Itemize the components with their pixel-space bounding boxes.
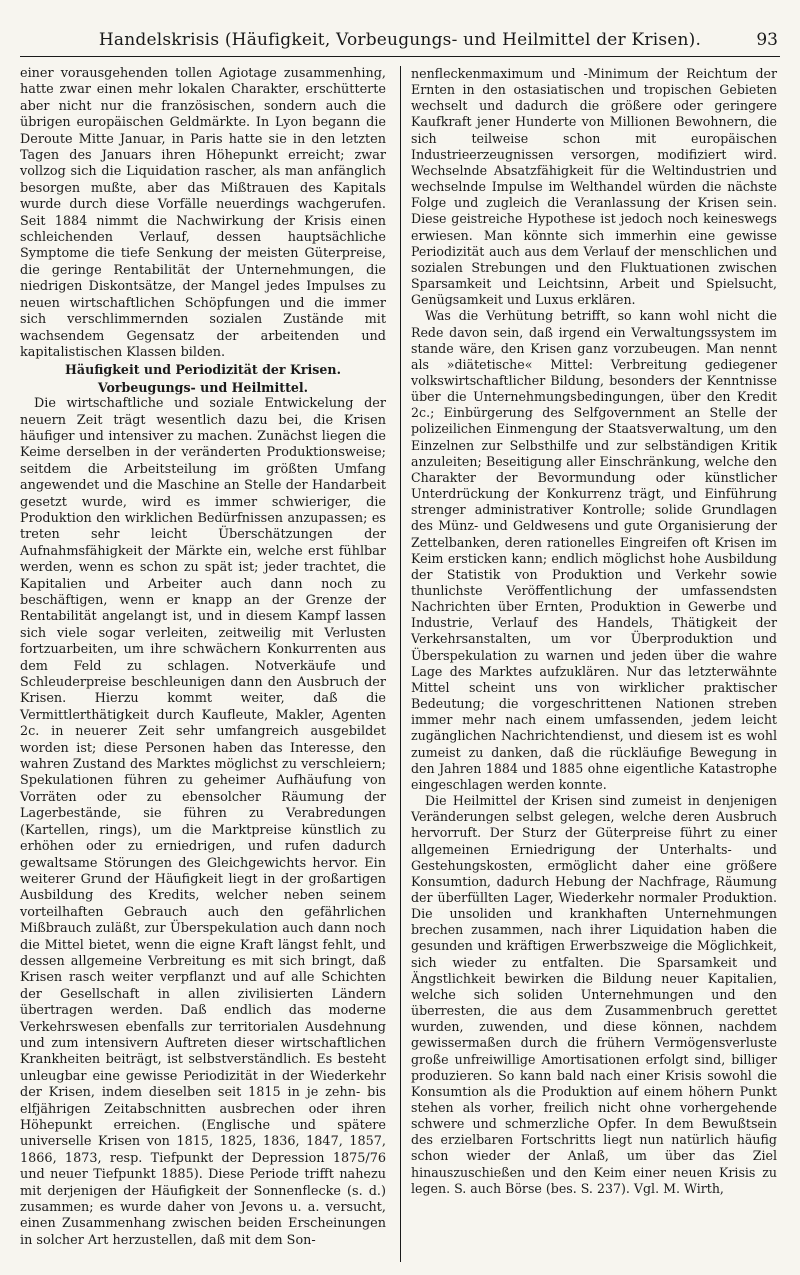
left-column xyxy=(20,66,386,1249)
right-column xyxy=(411,66,777,1197)
paragraph-continued: einer vorausgehenden tollen Agiotage zusammenhing, hatte zwar einen mehr lokalen Charakter, erschütterte aber nicht nur die französischen, sondern auch die übrigen europäischen Geldmärkte. In Lyon begann die Deroute Mitte Januar, in Paris hatte sie in den letzten Tagen des Januars ihren Höhepunkt erreicht; zwar vollzog sich die Liquidation rascher, als man anfänglich besorgen mußte, aber das Mißtrauen des Kapitals wurde durch diese Vorfälle neuerdings wachgerufen. Seit 1884 nimmt die Nachwirkung der Krisis einen schleichenden Verlauf, dessen hauptsächliche Symptome die tiefe Senkung der meisten Güterpreise, die geringe Rentabilität der Unternehmungen, die niedrigen Diskontsätze, der Mangel jedes Impulses zu neuen wirtschaftlichen Schöpfungen und die immer sich verschlimmernden sozialen Zustände mit wachsendem Gegensatz der arbeitenden und kapitalistischen Klassen bilden. xyxy=(20,66,386,360)
running-title: Handelskrisis (Häufigkeit, Vorbeugungs- und Heilmittel der Krisen). xyxy=(98,30,702,50)
section-heading: Häufigkeit und Periodizität der Krisen. Vorbeugungs- und Heilmittel. xyxy=(65,362,341,395)
paragraph-development: Die wirtschaftliche und soziale Entwickelung der neuern Zeit trägt wesentlich dazu bei, die Krisen häufiger und intensiver zu machen. Zunächst liegen die Keime derselben in der veränderten Produktionsweise; seitdem die Arbeitsteilung im größten Umfang angewendet und die Maschine an Stelle der Handarbeit gesetzt wurde, wird es immer schwieriger, die Produktion den wirklichen Bedürfnissen anzupassen; es treten sehr leicht Überschätzungen der Aufnahmsfähigkeit der Märkte ein, welche erst fühlbar werden, wenn es schon zu spät ist; jeder trachtet, die Kapitalien und Arbeiter auch dann noch zu beschäftigen, wenn er knapp an der Grenze der Rentabilität angelangt ist, und in diesem Kampf lassen sich viele sogar verleiten, zeitweilig mit Verlusten fortzuarbeiten, um ihre schwächern Konkurrenten aus dem Feld zu schlagen. Notverkäufe und Schleuderpreise beschleunigen dann den Ausbruch der Krisen. Hierzu kommt weiter, daß die Vermittlerthätigkeit durch Kaufleute, Makler, Agenten 2c. in neuerer Zeit sehr umfangreich ausgebildet worden ist; diese Personen haben das Interesse, den wahren Zustand des Marktes möglichst zu verschleiern; Spekulationen führen zu geheimer Aufhäufung von Vorräten oder zu ebensolcher Räumung der Lagerbestände, sie führen zu Verabredungen (Kartellen, rings), um die Marktpreise künstlich zu erhöhen oder zu erniedrigen, und rufen dadurch gewaltsame Störungen des Gleichgewichts hervor. Ein weiterer Grund der Häufigkeit liegt in der großartigen Ausbildung des Kredits, welcher neben seinem vorteilhaften Gebrauch auch den gefährlichen Mißbrauch zuläßt, zur Überspekulation auch dann noch die Mittel bietet, wenn die eigne Kraft längst fehlt, und dessen allgemeine Verbreitung es mit sich bringt, daß Krisen rasch weiter verpflanzt und auf alle Schichten der Gesellschaft in allen zivilisierten Ländern übertragen werden. Daß endlich das moderne Verkehrswesen ebenfalls zur territorialen Ausdehnung und zum intensivern Auftreten dieser wirtschaftlichen Krankheiten beiträgt, ist selbstverständlich. Es besteht unleugbar eine gewisse Periodizität in der Wiederkehr der Krisen, indem dieselben seit 1815 in je zehn- bis elfjährigen Zeitabschnitten ausbrechen oder ihren Höhepunkt erreichen. (Englische und spätere universelle Krisen von 1815, 1825, 1836, 1847, 1857, 1866, 1873, resp. Tiefpunkt der Depression 1875/76 und neuer Tiefpunkt 1885). Diese Periode trifft nahezu mit derjenigen der Häufigkeit der Sonnenflecke (s. d.) zusammen; es wurde daher von Jevons u. a. versucht, einen Zusammenhang zwischen beiden Erscheinungen in solcher Art herzustellen, daß mit dem Son- xyxy=(20,396,386,1248)
paragraph-prevention: Was die Verhütung betrifft, so kann wohl nicht die Rede davon sein, daß irgend ein Verwaltungssystem im stande wäre, den Krisen ganz vorzubeugen. Man nennt als »diätetische« Mittel: Verbreitung gediegener volkswirtschaftlicher Bildung, besonders der Kenntnisse über die Unternehmungsbedingungen, über den Kredit 2c.; Einbürgerung des Selfgovernment an Stelle der polizeilichen Einmengung der Staatsverwaltung, um den Einzelnen zur Selbsthilfe und zur selbständigen Kritik anzuleiten; Beseitigung aller Einschränkung, welche den Charakter der Bevormundung oder künstlicher Unterdrückung der Konkurrenz trägt, und Einführung strenger administrativer Kontrolle; solide Grundlagen des Münz- und Geldwesens und gute Organisierung der Zettelbanken, deren rationelles Eingreifen oft Krisen im Keim ersticken kann; endlich möglichst hohe Ausbildung der Statistik von Produktion und Verkehr sowie thunlichste Veröffentlichung der umfassendsten Nachrichten über Ernten, Produktion in Gewerbe und Industrie, Verlauf des Handels, Thätigkeit der Verkehrsanstalten, um vor Überproduktion und Überspekulation zu warnen und jeden über die wahre Lage des Marktes aufzuklären. Nur das letzterwähnte Mittel scheint uns von wirklicher praktischer Bedeutung; die vorgeschrittenen Nationen streben immer mehr nach einem umfassenden, jedem leicht zugänglichen Nachrichtendienst, und diesem ist es wohl zumeist zu danken, daß die rückläufige Bewegung in den Jahren 1884 und 1885 ohne eigentliche Katastrophe eingeschlagen werden konnte. xyxy=(411,308,777,792)
paragraph-sunspots: nenfleckenmaximum und -Minimum der Reichtum der Ernten in den ostasiatischen und tropischen Gebieten wechselt und dadurch die größere oder geringere Kaufkraft jener Hunderte von Millionen Bewohnern, die sich teilweise schon mit europäischen Industrieerzeugnissen versorgen, modifiziert wird. Wechselnde Absatzfähigkeit für die Weltindustrien und wechselnde Impulse im Welthandel würden die nächste Folge und zugleich die Veranlassung der Krisen sein. Diese geistreiche Hypothese ist jedoch noch keineswegs erwiesen. Man könnte sich immerhin eine gewisse Periodizität auch aus dem Verlauf der menschlichen und sozialen Strebungen und den Fluktuationen zwischen Sparsamkeit und Leichtsinn, Arbeit und Spielsucht, Genügsamkeit und Luxus erklären. xyxy=(411,66,777,308)
paragraph-remedies: Die Heilmittel der Krisen sind zumeist in denjenigen Veränderungen selbst gelegen, welche deren Ausbruch hervorruft. Der Sturz der Güterpreise führt zu einer allgemeinen Erniedrigung der Unterhalts- und Gestehungskosten, ermöglicht daher eine größere Konsumtion, dadurch Hebung der Nachfrage, Räumung der überfüllten Lager, Wiederkehr normaler Produktion. Die unsoliden und krankhaften Unternehmungen brechen zusammen, nach ihrer Liquidation haben die gesunden und kräftigen Erwerbszweige die Möglichkeit, sich wieder zu entfalten. Die Sparsamkeit und Ängstlichkeit bewirken die Bildung neuer Kapitalien, welche sich soliden Unternehmungen und den überresten, die aus dem Zusammenbruch gerettet wurden, zuwenden, und diese können, nachdem gewissermaßen durch die frühern Vermögensverluste große unfreiwillige Amortisationen erfolgt sind, billiger produzieren. So kann bald nach einer Krisis sowohl die Konsumtion als die Produktion auf einem höhern Punkt stehen als vorher, freilich nicht ohne vorhergehende schwere und schmerzliche Opfer. In dem Bewußtsein des erzielbaren Fortschritts liegt nun natürlich häufig schon wieder der Anlaß, um über das Ziel hinauszuschießen und den Keim einer neuen Krisis zu legen. S. auch Börse (bes. S. 237). Vgl. M. Wirth, xyxy=(411,793,777,1196)
column-divider xyxy=(400,66,401,1262)
running-header xyxy=(20,30,780,57)
page-number: 93 xyxy=(756,30,778,50)
